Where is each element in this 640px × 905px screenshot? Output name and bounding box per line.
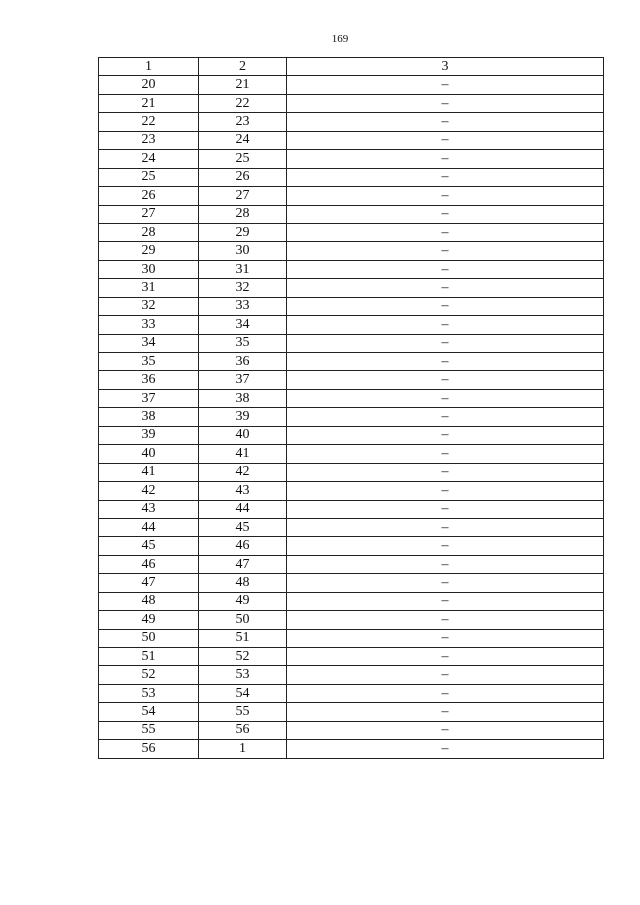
cell-col-1: 27 [99, 205, 199, 223]
cell-col-2: 39 [199, 408, 287, 426]
cell-col-1: 32 [99, 297, 199, 315]
cell-col-1: 38 [99, 408, 199, 426]
cell-col-2: 26 [199, 168, 287, 186]
cell-col-1: 45 [99, 537, 199, 555]
table-row [99, 223, 604, 241]
cell-col-2: 46 [199, 537, 287, 555]
cell-col-2: 22 [199, 94, 287, 112]
cell-col-3: – [287, 537, 604, 555]
cell-col-3: – [287, 94, 604, 112]
cell-col-2: 47 [199, 555, 287, 573]
cell-col-2: 23 [199, 113, 287, 131]
cell-col-2: 29 [199, 223, 287, 241]
cell-col-3: – [287, 150, 604, 168]
cell-col-3: – [287, 648, 604, 666]
cell-col-1: 47 [99, 574, 199, 592]
cell-col-2: 34 [199, 316, 287, 334]
cell-col-1: 37 [99, 389, 199, 407]
cell-col-1: 55 [99, 721, 199, 739]
cell-col-3: – [287, 666, 604, 684]
cell-col-2: 56 [199, 721, 287, 739]
table-row [99, 611, 604, 629]
cell-col-3: – [287, 463, 604, 481]
table-row [99, 666, 604, 684]
cell-col-3: – [287, 279, 604, 297]
cell-col-2: 55 [199, 703, 287, 721]
cell-col-2: 35 [199, 334, 287, 352]
cell-col-3: – [287, 721, 604, 739]
table-row [99, 426, 604, 444]
cell-col-2: 44 [199, 500, 287, 518]
table-row [99, 684, 604, 702]
cell-col-3: – [287, 131, 604, 149]
cell-col-3: – [287, 297, 604, 315]
table-row [99, 205, 604, 223]
cell-col-3: – [287, 334, 604, 352]
cell-col-3: – [287, 555, 604, 573]
cell-col-1: 56 [99, 740, 199, 758]
cell-col-2: 33 [199, 297, 287, 315]
cell-col-1: 43 [99, 500, 199, 518]
cell-col-3: – [287, 353, 604, 371]
cell-col-2: 25 [199, 150, 287, 168]
table-row [99, 555, 604, 573]
cell-col-1: 44 [99, 518, 199, 536]
cell-col-3: – [287, 426, 604, 444]
cell-col-1: 52 [99, 666, 199, 684]
cell-col-3: – [287, 740, 604, 758]
cell-col-1: 51 [99, 648, 199, 666]
cell-col-2: 45 [199, 518, 287, 536]
cell-col-2: 43 [199, 482, 287, 500]
cell-col-1: 31 [99, 279, 199, 297]
cell-col-3: – [287, 629, 604, 647]
table-row [99, 260, 604, 278]
cell-col-1: 25 [99, 168, 199, 186]
table-header-row [99, 58, 604, 76]
table-row [99, 187, 604, 205]
cell-col-3: – [287, 223, 604, 241]
cell-col-1: 21 [99, 94, 199, 112]
cell-col-1: 48 [99, 592, 199, 610]
cell-col-1: 39 [99, 426, 199, 444]
cell-col-1: 26 [99, 187, 199, 205]
column-header-2: 2 [199, 58, 287, 76]
cell-col-2: 50 [199, 611, 287, 629]
cell-col-2: 41 [199, 445, 287, 463]
table-row [99, 740, 604, 758]
cell-col-3: – [287, 242, 604, 260]
table-row [99, 242, 604, 260]
table-row [99, 703, 604, 721]
cell-col-2: 37 [199, 371, 287, 389]
cell-col-3: – [287, 76, 604, 94]
cell-col-1: 28 [99, 223, 199, 241]
table-body [99, 76, 604, 758]
table-row [99, 131, 604, 149]
cell-col-2: 31 [199, 260, 287, 278]
cell-col-3: – [287, 408, 604, 426]
table-row [99, 721, 604, 739]
table-row [99, 279, 604, 297]
cell-col-2: 28 [199, 205, 287, 223]
table-row [99, 113, 604, 131]
table-row [99, 334, 604, 352]
page-number: 169 [331, 33, 349, 45]
table-row [99, 389, 604, 407]
cell-col-2: 24 [199, 131, 287, 149]
cell-col-1: 54 [99, 703, 199, 721]
table-row [99, 150, 604, 168]
column-header-1: 1 [99, 58, 199, 76]
cell-col-1: 49 [99, 611, 199, 629]
cell-col-1: 30 [99, 260, 199, 278]
cell-col-3: – [287, 500, 604, 518]
cell-col-1: 29 [99, 242, 199, 260]
cell-col-1: 34 [99, 334, 199, 352]
cell-col-2: 21 [199, 76, 287, 94]
table-row [99, 297, 604, 315]
cell-col-1: 50 [99, 629, 199, 647]
table-row [99, 408, 604, 426]
cell-col-1: 24 [99, 150, 199, 168]
cell-col-1: 22 [99, 113, 199, 131]
table-row [99, 445, 604, 463]
table-row [99, 76, 604, 94]
cell-col-2: 49 [199, 592, 287, 610]
cell-col-2: 1 [199, 740, 287, 758]
cell-col-3: – [287, 684, 604, 702]
cell-col-2: 36 [199, 353, 287, 371]
cell-col-3: – [287, 260, 604, 278]
cell-col-2: 53 [199, 666, 287, 684]
cell-col-3: – [287, 168, 604, 186]
table-row [99, 648, 604, 666]
cell-col-1: 35 [99, 353, 199, 371]
cell-col-2: 40 [199, 426, 287, 444]
cell-col-2: 52 [199, 648, 287, 666]
cell-col-1: 42 [99, 482, 199, 500]
cell-col-2: 38 [199, 389, 287, 407]
cell-col-3: – [287, 574, 604, 592]
cell-col-1: 46 [99, 555, 199, 573]
cell-col-3: – [287, 113, 604, 131]
table-row [99, 592, 604, 610]
table-row [99, 168, 604, 186]
cell-col-1: 23 [99, 131, 199, 149]
cell-col-3: – [287, 611, 604, 629]
table-row [99, 574, 604, 592]
cell-col-3: – [287, 371, 604, 389]
cell-col-2: 32 [199, 279, 287, 297]
cell-col-3: – [287, 389, 604, 407]
cell-col-3: – [287, 518, 604, 536]
cell-col-1: 33 [99, 316, 199, 334]
table-row [99, 371, 604, 389]
table-row [99, 500, 604, 518]
cell-col-3: – [287, 703, 604, 721]
table-row [99, 629, 604, 647]
cell-col-2: 48 [199, 574, 287, 592]
cell-col-1: 41 [99, 463, 199, 481]
cell-col-3: – [287, 187, 604, 205]
table-row [99, 316, 604, 334]
cell-col-3: – [287, 445, 604, 463]
cell-col-3: – [287, 205, 604, 223]
table-row [99, 463, 604, 481]
cell-col-2: 42 [199, 463, 287, 481]
cell-col-1: 40 [99, 445, 199, 463]
cell-col-2: 51 [199, 629, 287, 647]
cell-col-1: 20 [99, 76, 199, 94]
data-table [98, 57, 604, 759]
table-row [99, 482, 604, 500]
cell-col-3: – [287, 482, 604, 500]
cell-col-2: 30 [199, 242, 287, 260]
cell-col-3: – [287, 592, 604, 610]
cell-col-1: 36 [99, 371, 199, 389]
column-header-3: 3 [287, 58, 604, 76]
cell-col-3: – [287, 316, 604, 334]
table-row [99, 94, 604, 112]
cell-col-1: 53 [99, 684, 199, 702]
cell-col-2: 54 [199, 684, 287, 702]
table-row [99, 353, 604, 371]
table-row [99, 537, 604, 555]
table-row [99, 518, 604, 536]
cell-col-2: 27 [199, 187, 287, 205]
